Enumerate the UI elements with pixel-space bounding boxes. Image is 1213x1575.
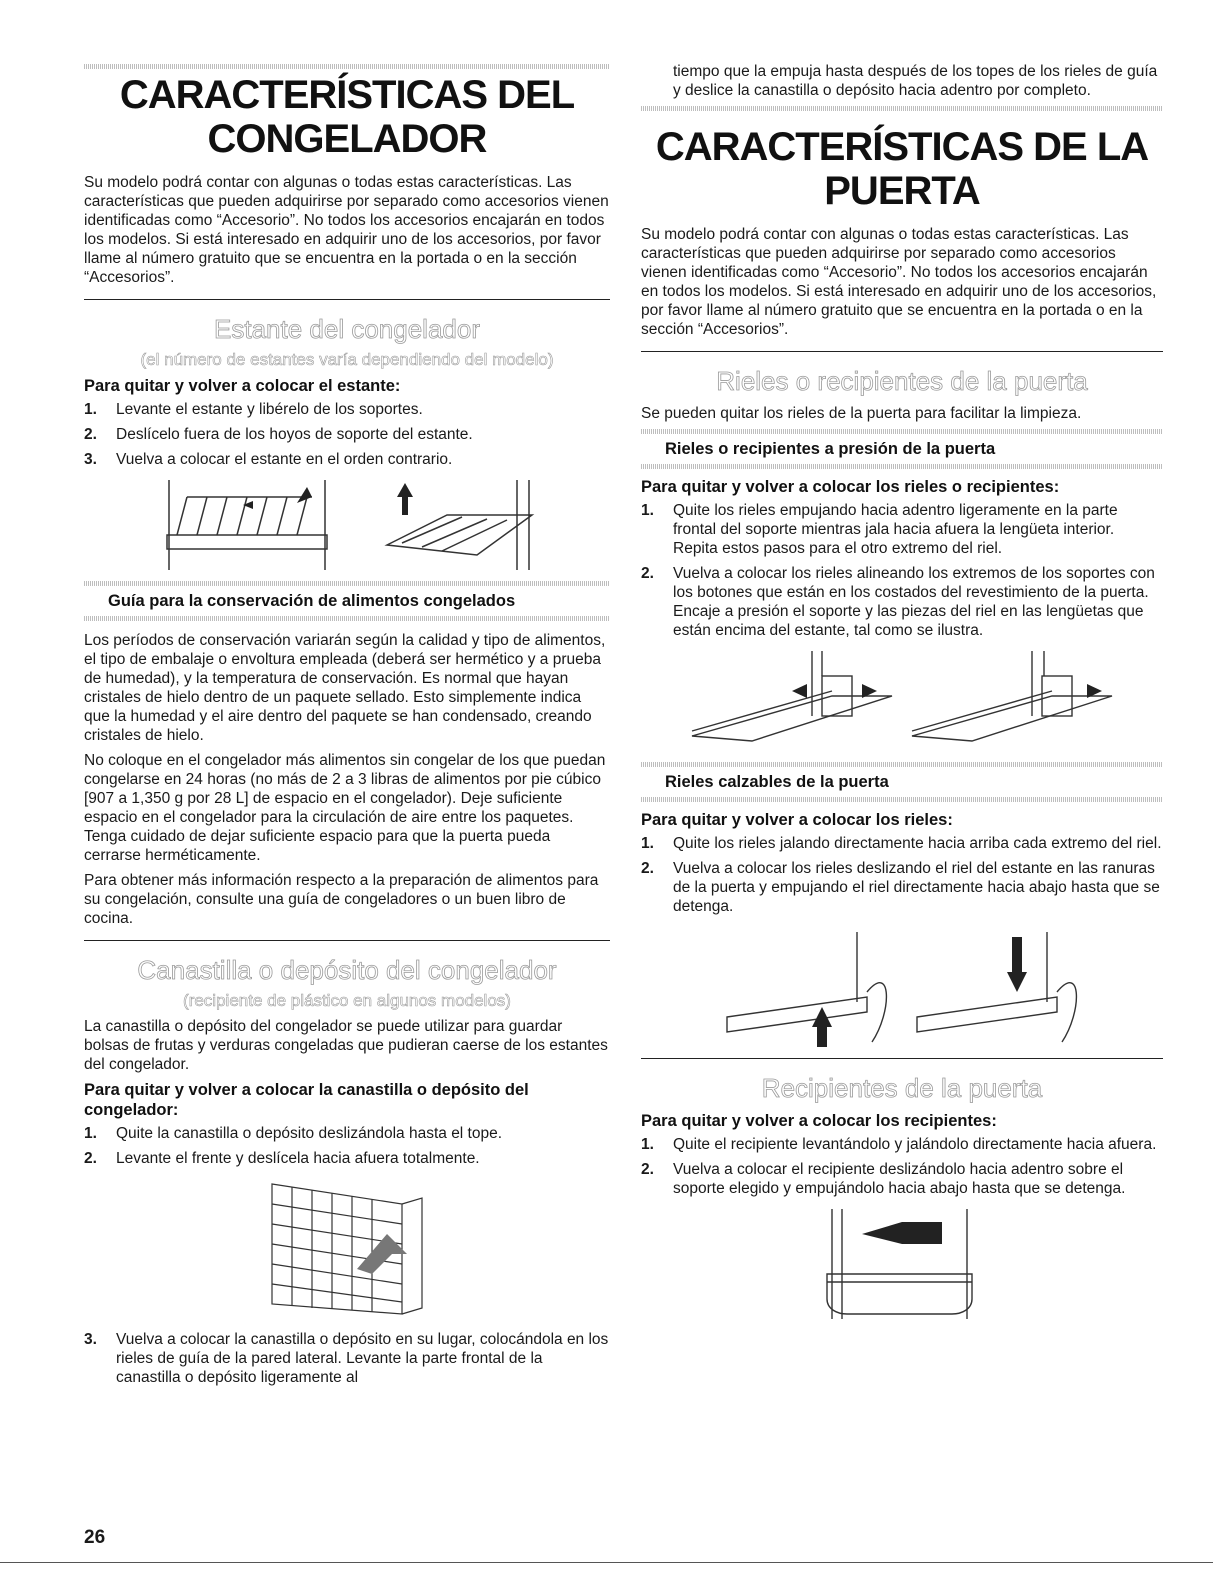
basket-intro: La canastilla o depósito del congelador se puede utilizar para guardar bolsas de frutas y verduras congeladas que pudieran caerse de los estantes del congelador. — [84, 1018, 608, 1073]
list-item: 1. Quite los rieles jalando directamente hacia arriba cada extremo del riel. — [641, 835, 1162, 852]
page-number: 26 — [84, 1527, 106, 1548]
list-item: 3. Vuelva a colocar el estante en el orden contrario. — [84, 451, 453, 468]
food-storage-guide-heading: Guía para la conservación de alimentos congelados — [108, 592, 516, 610]
divider — [84, 616, 610, 621]
shelf-instructions-heading: Para quitar y volver a colocar el estante: — [84, 377, 401, 395]
divider — [641, 464, 1163, 469]
insert-rails-heading: Rieles calzables de la puerta — [665, 773, 889, 791]
insert-rails-steps — [641, 834, 1163, 916]
list-item: 2. Vuelva a colocar los rieles deslizando el riel del estante en las ranuras de la puerta y empujando el riel directamente hacia abajo hasta que se detenga. — [641, 860, 1160, 915]
basket-illustration — [262, 1174, 432, 1324]
list-item: 2. Levante el frente y deslícela hacia afuera totalmente. — [84, 1150, 480, 1167]
freezer-basket-title: Canastilla o depósito del congelador — [137, 955, 557, 985]
section-rule — [84, 299, 610, 300]
guide-paragraph: Los períodos de conservación variarán según la calidad y tipo de alimentos, el tipo de embalaje o envoltura empleada (deberá ser hermético y a prueba de humedad), y la temperatura de conservación. Es normal que hayan cristales de hielo dentro de un paquete sellado. Esto simplemente indica que la humedad y el aire dentro del paquete se han condensado, creando cristales de hielo. — [84, 632, 606, 744]
basket-step-continued: tiempo que la empuja hasta después de los topes de los rieles de guía y deslice la canastilla o depósito hacia adentro por completo. — [673, 63, 1158, 99]
top-divider — [84, 64, 610, 69]
section-rule — [641, 1058, 1163, 1059]
snap-rails-steps — [641, 501, 1163, 640]
top-divider — [641, 106, 1163, 111]
door-bins-steps — [641, 1135, 1163, 1198]
shelf-illustration — [147, 475, 547, 575]
snap-rails-instructions-heading: Para quitar y volver a colocar los rieles o recipientes: — [641, 478, 1060, 496]
door-bins-instructions-heading: Para quitar y volver a colocar los recipientes: — [641, 1112, 997, 1130]
divider — [641, 797, 1163, 802]
divider — [641, 429, 1163, 434]
freezer-basket-subtitle: (recipiente de plástico en algunos modelos) — [183, 991, 511, 1010]
list-item: 1. Quite la canastilla o depósito deslizándola hasta el tope. — [84, 1125, 503, 1142]
guide-paragraph: Para obtener más información respecto a la preparación de alimentos para su congelación, consulte una guía de congeladores o un buen libro de cocina. — [84, 872, 599, 927]
section-rule — [641, 351, 1163, 352]
right-column — [641, 62, 1163, 1330]
left-column — [84, 60, 610, 1393]
list-item: 3. Vuelva a colocar la canastilla o depósito en su lugar, colocándola en los rieles de guía de la pared lateral. Levante la parte frontal de la canastilla o depósito ligeramente al — [84, 1331, 609, 1386]
door-rails-intro: Se pueden quitar los rieles de la puerta para facilitar la limpieza. — [641, 405, 1082, 422]
shelf-steps — [84, 400, 610, 469]
freezer-features-title: CARACTERÍSTICAS DEL CONGELADOR — [119, 73, 575, 161]
door-features-title: CARACTERÍSTICAS DE LA PUERTA — [655, 125, 1149, 213]
insert-rails-instructions-heading: Para quitar y volver a colocar los rieles: — [641, 811, 953, 829]
freezer-shelf-title: Estante del congelador — [214, 314, 480, 344]
divider — [641, 762, 1163, 767]
basket-steps-continued — [84, 1330, 610, 1387]
footer-rule — [0, 1562, 1213, 1563]
list-item: 1. Quite los rieles empujando hacia adentro ligeramente en la parte frontal del soporte mientras jala hacia afuera la lengüeta interior. Repita estos pasos para el otro extremo del riel. — [641, 502, 1118, 557]
snap-rails-illustration — [682, 646, 1122, 756]
guide-paragraph: No coloque en el congelador más alimentos sin congelar de los que puedan congelarse en 24 horas (no más de 2 a 3 libras de alimentos por pie cúbico [907 a 1,350 g por 28 L] de espacio en el congelador). Deje suficiente espacio en el congelador para la circulación de aire entre los paquetes. Tenga cuidado de dejar suficiente espacio para que la puerta pueda cerrarse herméticamente. — [84, 752, 606, 864]
list-item: 2. Vuelva a colocar el recipiente deslizándolo hacia adentro sobre el soporte elegido y empujándolo hacia abajo hasta que se detenga. — [641, 1161, 1126, 1197]
door-bins-title: Recipientes de la puerta — [761, 1073, 1043, 1103]
divider — [84, 581, 610, 586]
section-rule — [84, 940, 610, 941]
list-item: 1. Quite el recipiente levantándolo y jalándolo directamente hacia afuera. — [641, 1136, 1157, 1153]
basket-instructions-heading: Para quitar y volver a colocar la canastilla o depósito del congelador: — [84, 1081, 529, 1119]
list-item: 1. Levante el estante y libérelo de los soportes. — [84, 401, 423, 418]
basket-steps — [84, 1124, 610, 1168]
door-intro: Su modelo podrá contar con algunas o todas estas características. Las características que pueden adquirirse por separado como accesorios vienen identificadas como “Accesorio”. No todos los accesorios encajarán en todos los modelos. Si está interesado en adquirir uno de los accesorios, por favor llame al número gratuito que se encuentra en la portada o en la sección “Accesorios”. — [641, 226, 1157, 338]
list-item: 2. Deslícelo fuera de los hoyos de soporte del estante. — [84, 426, 473, 443]
freezer-intro: Su modelo podrá contar con algunas o todas estas características. Las características que pueden adquirirse por separado como accesorios vienen identificadas como “Accesorio”. No todos los accesorios encajarán en todos los modelos. Si está interesado en adquirir uno de los accesorios, por favor llame al número gratuito que se encuentra en la portada o en la sección “Accesorios”. — [84, 174, 609, 286]
door-bin-illustration — [822, 1204, 982, 1324]
snap-rails-heading: Rieles o recipientes a presión de la puerta — [665, 440, 996, 458]
insert-rails-illustration — [717, 922, 1087, 1052]
list-item: 2. Vuelva a colocar los rieles alineando los extremos de los soportes con los botones que están en los costados del revestimiento de la puerta. Encaje a presión el soporte y las piezas del riel en las lengüetas que están encima del estante, tal como se ilustra. — [641, 565, 1155, 639]
door-rails-title: Rieles o recipientes de la puerta — [716, 366, 1088, 396]
freezer-shelf-subtitle: (el número de estantes varía dependiendo del modelo) — [140, 350, 554, 369]
